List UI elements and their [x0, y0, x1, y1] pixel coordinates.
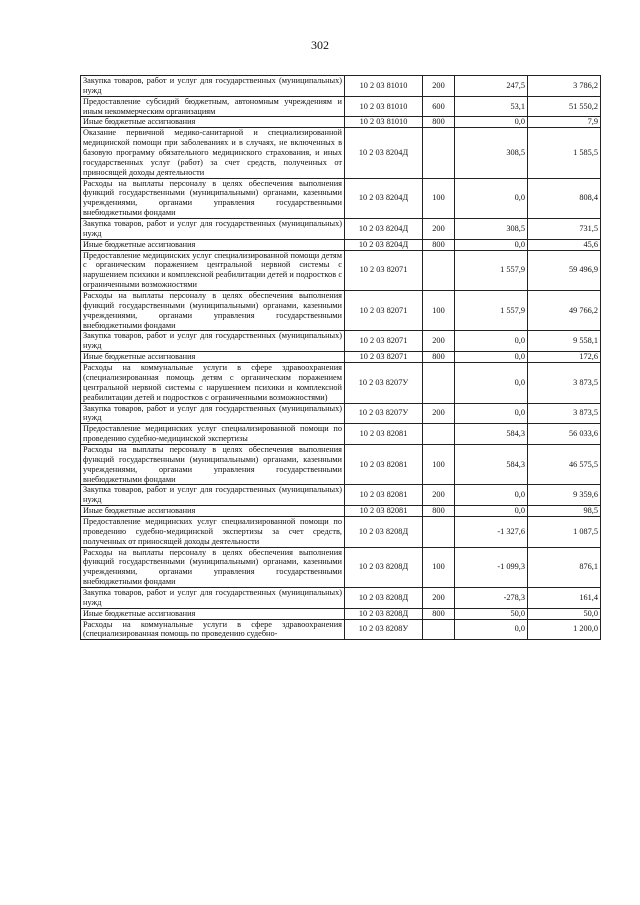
total-amount-cell: 51 550,2	[528, 96, 601, 117]
change-amount-cell: 0,0	[455, 363, 528, 403]
target-article-code-cell: 10 2 03 8208Д	[345, 516, 423, 547]
change-amount-cell: 50,0	[455, 608, 528, 619]
expense-name-cell: Закупка товаров, работ и услуг для государственных (муниципальных) нужд	[81, 76, 345, 97]
page-number: 302	[311, 38, 329, 52]
table-row	[81, 331, 601, 352]
total-amount-cell: 3 873,5	[528, 363, 601, 403]
expense-name-cell: Расходы на коммунальные услуги в сфере здравоохранения (специализированная помощь по проведению судебно-	[81, 619, 345, 640]
target-article-code-cell: 10 2 03 81010	[345, 76, 423, 97]
expense-name-cell: Расходы на выплаты персоналу в целях обеспечения выполнения функций государственными (муниципальными) органами, казенными учреждениями, органами управления государственными внебюджетными фондами	[81, 178, 345, 218]
target-article-code-cell: 10 2 03 82081	[345, 506, 423, 517]
total-amount-cell: 7,9	[528, 117, 601, 128]
table-row	[81, 506, 601, 517]
expense-type-cell	[423, 250, 455, 290]
expense-name-cell: Расходы на выплаты персоналу в целях обеспечения выполнения функций государственными (муниципальными) органами, казенными учреждениями, органами управления государственными внебюджетными фондами	[81, 547, 345, 587]
change-amount-cell: -1 099,3	[455, 547, 528, 587]
expense-name-cell: Иные бюджетные ассигнования	[81, 608, 345, 619]
table-row	[81, 608, 601, 619]
expense-name-cell: Расходы на выплаты персоналу в целях обеспечения выполнения функций государственными (муниципальными) органами, казенными учреждениями, органами управления государственными внебюджетными фондами	[81, 291, 345, 331]
table-row	[81, 485, 601, 506]
expense-type-cell	[423, 516, 455, 547]
change-amount-cell: 584,3	[455, 444, 528, 484]
expense-type-cell: 200	[423, 331, 455, 352]
table-row	[81, 76, 601, 97]
expense-type-cell: 800	[423, 239, 455, 250]
total-amount-cell: 3 786,2	[528, 76, 601, 97]
total-amount-cell: 59 496,9	[528, 250, 601, 290]
table-row	[81, 128, 601, 178]
expense-type-cell: 800	[423, 608, 455, 619]
change-amount-cell: -1 327,6	[455, 516, 528, 547]
expense-type-cell: 100	[423, 291, 455, 331]
change-amount-cell: 308,5	[455, 219, 528, 240]
expense-name-cell: Предоставление медицинских услуг специализированной помощи по проведению судебно-медицинской экспертизы	[81, 424, 345, 445]
total-amount-cell: 56 033,6	[528, 424, 601, 445]
expense-name-cell: Расходы на коммунальные услуги в сфере здравоохранения (специализированная помощь детям с органическим поражением центральной нервной системы с нарушением психики и комплексной реабилитации детей и подростков с ограниченными возможностями)	[81, 363, 345, 403]
table-row	[81, 219, 601, 240]
change-amount-cell: 0,0	[455, 239, 528, 250]
expense-type-cell: 200	[423, 219, 455, 240]
table-row	[81, 516, 601, 547]
expense-name-cell: Закупка товаров, работ и услуг для государственных (муниципальных) нужд	[81, 403, 345, 424]
table-row	[81, 239, 601, 250]
expense-name-cell: Иные бюджетные ассигнования	[81, 506, 345, 517]
target-article-code-cell: 10 2 03 8208Д	[345, 587, 423, 608]
target-article-code-cell: 10 2 03 82071	[345, 352, 423, 363]
target-article-code-cell: 10 2 03 81010	[345, 96, 423, 117]
expense-type-cell: 100	[423, 547, 455, 587]
change-amount-cell: 0,0	[455, 506, 528, 517]
expense-name-cell: Закупка товаров, работ и услуг для государственных (муниципальных) нужд	[81, 587, 345, 608]
change-amount-cell: 0,0	[455, 117, 528, 128]
expense-type-cell	[423, 619, 455, 640]
table-row	[81, 444, 601, 484]
change-amount-cell: 0,0	[455, 619, 528, 640]
target-article-code-cell: 10 2 03 82081	[345, 485, 423, 506]
expense-type-cell: 200	[423, 403, 455, 424]
total-amount-cell: 731,5	[528, 219, 601, 240]
change-amount-cell: 0,0	[455, 403, 528, 424]
table-row	[81, 547, 601, 587]
total-amount-cell: 45,6	[528, 239, 601, 250]
expense-type-cell: 200	[423, 587, 455, 608]
target-article-code-cell: 10 2 03 8207У	[345, 403, 423, 424]
table-row	[81, 619, 601, 640]
table-row	[81, 291, 601, 331]
target-article-code-cell: 10 2 03 82071	[345, 331, 423, 352]
table-row	[81, 587, 601, 608]
expense-name-cell: Предоставление субсидий бюджетным, автономным учреждениям и иным некоммерческим организациям	[81, 96, 345, 117]
table-row	[81, 403, 601, 424]
expense-name-cell: Иные бюджетные ассигнования	[81, 117, 345, 128]
total-amount-cell: 1 585,5	[528, 128, 601, 178]
change-amount-cell: 1 557,9	[455, 250, 528, 290]
total-amount-cell: 876,1	[528, 547, 601, 587]
expense-type-cell: 100	[423, 444, 455, 484]
change-amount-cell: 1 557,9	[455, 291, 528, 331]
expense-name-cell: Закупка товаров, работ и услуг для государственных (муниципальных) нужд	[81, 219, 345, 240]
change-amount-cell: 0,0	[455, 178, 528, 218]
expense-type-cell	[423, 128, 455, 178]
expense-name-cell: Предоставление медицинских услуг специализированной помощи детям с органическим поражением центральной нервной системы с нарушением психики и комплексной реабилитации детей и подростков с ограниченными возможностями	[81, 250, 345, 290]
target-article-code-cell: 10 2 03 82071	[345, 250, 423, 290]
total-amount-cell: 49 766,2	[528, 291, 601, 331]
budget-table	[80, 75, 601, 640]
expense-name-cell: Расходы на выплаты персоналу в целях обеспечения выполнения функций государственными (муниципальными) органами, казенными учреждениями, органами управления государственными внебюджетными фондами	[81, 444, 345, 484]
total-amount-cell: 3 873,5	[528, 403, 601, 424]
expense-name-cell: Иные бюджетные ассигнования	[81, 239, 345, 250]
change-amount-cell: 247,5	[455, 76, 528, 97]
expense-name-cell: Оказание первичной медико-санитарной и специализированной медицинской помощи при заболеваниях и в случаях, не включенных в базовую программу обязательного медицинского страхования, и иных государственных услуг (работ) за счет средств, полученных от приносящей доходы деятельности	[81, 128, 345, 178]
expense-name-cell: Иные бюджетные ассигнования	[81, 352, 345, 363]
target-article-code-cell: 10 2 03 8207У	[345, 363, 423, 403]
total-amount-cell: 1 087,5	[528, 516, 601, 547]
expense-type-cell: 800	[423, 506, 455, 517]
table-row	[81, 352, 601, 363]
budget-table-body	[81, 76, 601, 640]
target-article-code-cell: 10 2 03 8208У	[345, 619, 423, 640]
total-amount-cell: 98,5	[528, 506, 601, 517]
total-amount-cell: 9 359,6	[528, 485, 601, 506]
target-article-code-cell: 10 2 03 8204Д	[345, 128, 423, 178]
change-amount-cell: 53,1	[455, 96, 528, 117]
total-amount-cell: 50,0	[528, 608, 601, 619]
change-amount-cell: -278,3	[455, 587, 528, 608]
expense-type-cell: 100	[423, 178, 455, 218]
expense-type-cell: 600	[423, 96, 455, 117]
change-amount-cell: 0,0	[455, 485, 528, 506]
table-row	[81, 424, 601, 445]
table-row	[81, 96, 601, 117]
total-amount-cell: 161,4	[528, 587, 601, 608]
expense-type-cell	[423, 363, 455, 403]
target-article-code-cell: 10 2 03 8204Д	[345, 178, 423, 218]
target-article-code-cell: 10 2 03 8204Д	[345, 219, 423, 240]
target-article-code-cell: 10 2 03 82071	[345, 291, 423, 331]
change-amount-cell: 308,5	[455, 128, 528, 178]
expense-name-cell: Закупка товаров, работ и услуг для государственных (муниципальных) нужд	[81, 485, 345, 506]
expense-type-cell	[423, 424, 455, 445]
change-amount-cell: 584,3	[455, 424, 528, 445]
target-article-code-cell: 10 2 03 8208Д	[345, 547, 423, 587]
expense-type-cell: 200	[423, 485, 455, 506]
expense-type-cell: 800	[423, 352, 455, 363]
expense-type-cell: 800	[423, 117, 455, 128]
target-article-code-cell: 10 2 03 8204Д	[345, 239, 423, 250]
table-row	[81, 178, 601, 218]
target-article-code-cell: 10 2 03 82081	[345, 444, 423, 484]
change-amount-cell: 0,0	[455, 331, 528, 352]
target-article-code-cell: 10 2 03 8208Д	[345, 608, 423, 619]
total-amount-cell: 46 575,5	[528, 444, 601, 484]
total-amount-cell: 9 558,1	[528, 331, 601, 352]
total-amount-cell: 1 200,0	[528, 619, 601, 640]
target-article-code-cell: 10 2 03 81010	[345, 117, 423, 128]
expense-name-cell: Закупка товаров, работ и услуг для государственных (муниципальных) нужд	[81, 331, 345, 352]
table-row	[81, 117, 601, 128]
expense-name-cell: Предоставление медицинских услуг специализированной помощи по проведению судебно-медицинской экспертизы за счет средств, полученных от приносящей доходы деятельности	[81, 516, 345, 547]
table-row	[81, 363, 601, 403]
expense-type-cell: 200	[423, 76, 455, 97]
table-row	[81, 250, 601, 290]
total-amount-cell: 172,6	[528, 352, 601, 363]
total-amount-cell: 808,4	[528, 178, 601, 218]
target-article-code-cell: 10 2 03 82081	[345, 424, 423, 445]
change-amount-cell: 0,0	[455, 352, 528, 363]
